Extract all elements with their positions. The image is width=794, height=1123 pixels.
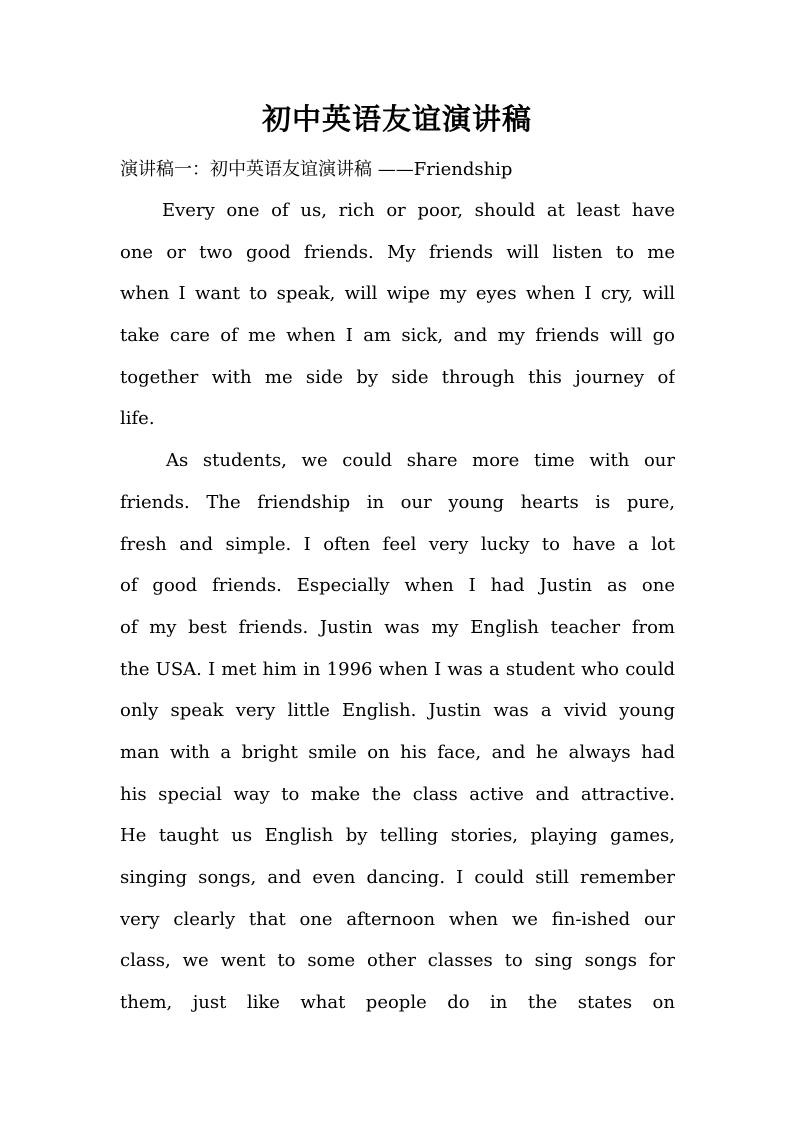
- text-line: life.: [120, 408, 155, 430]
- document-subtitle: 演讲稿一：初中英语友谊演讲稿 ——Friendship: [120, 159, 513, 180]
- text-line: when I want to speak, will wipe my eyes when I cry, will: [120, 283, 675, 305]
- text-line: Every one of us, rich or poor, should at least have: [162, 200, 675, 221]
- paragraph: [120, 196, 675, 446]
- text-line: his special way to make the class active and attractive.: [120, 783, 675, 805]
- text-line: one or two good friends. My friends will listen to me: [120, 241, 675, 263]
- text-line: the USA. I met him in 1996 when I was a student who could: [120, 658, 675, 680]
- text-line: friends. The friendship in our young hearts is pure,: [120, 491, 675, 513]
- text-line: together with me side by side through this journey of: [120, 366, 675, 388]
- text-line: fresh and simple. I often feel very lucky to have a lot: [120, 533, 675, 555]
- document-body: [120, 196, 675, 1030]
- text-line: man with a bright smile on his face, and he always had: [120, 741, 675, 763]
- text-line: of my best friends. Justin was my English teacher from: [120, 616, 675, 638]
- paragraph: [120, 446, 675, 1030]
- text-line: very clearly that one afternoon when we fin-ished our: [120, 908, 675, 930]
- text-line: only speak very little English. Justin was a vivid young: [120, 700, 675, 722]
- text-line: them, just like what people do in the states on: [120, 992, 675, 1014]
- text-line: of good friends. Especially when I had Justin as one: [120, 575, 675, 597]
- text-line: class, we went to some other classes to sing songs for: [120, 950, 675, 972]
- text-line: He taught us English by telling stories, playing games,: [120, 825, 675, 847]
- text-line: singing songs, and even dancing. I could still remember: [120, 867, 675, 888]
- text-line: As students, we could share more time with our: [166, 450, 675, 472]
- text-line: take care of me when I am sick, and my friends will go: [120, 325, 675, 347]
- document-title: 初中英语友谊演讲稿: [261, 102, 532, 136]
